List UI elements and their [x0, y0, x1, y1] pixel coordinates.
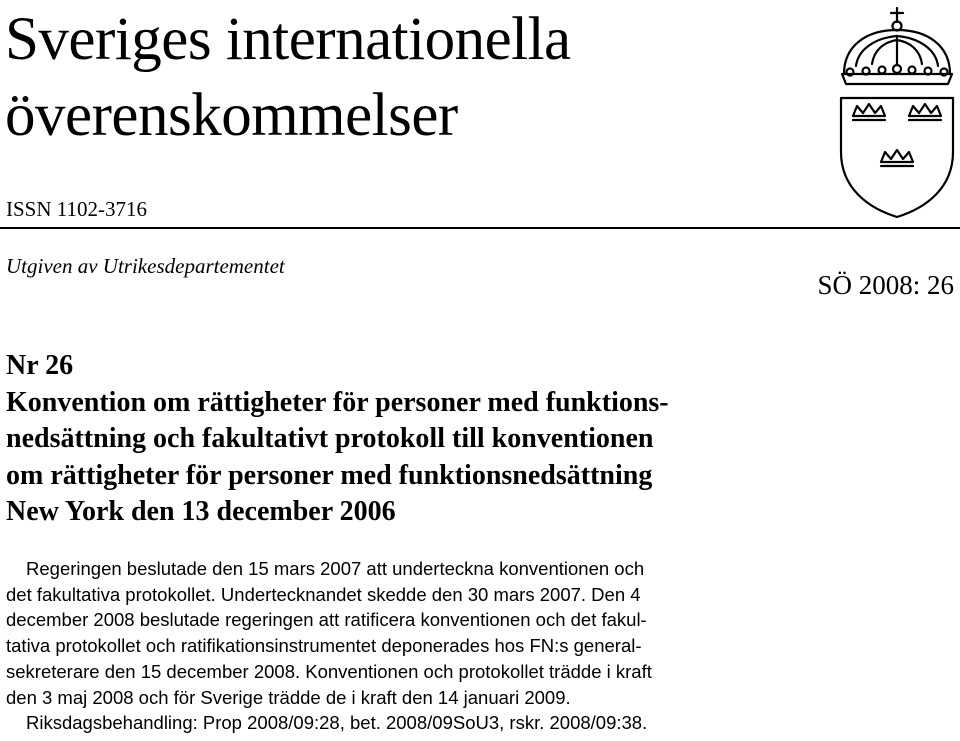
heading-line: nedsättning och fakultativt protokoll till konventionen	[6, 423, 654, 454]
publication-title	[5, 2, 571, 154]
publication-title-line-1: Sveriges internationella	[5, 6, 571, 73]
publisher: Utgiven av Utrikesdepartementet	[6, 254, 285, 278]
swedish-coat-of-arms-icon	[836, 2, 958, 220]
heading-line: Nr 26	[6, 350, 74, 381]
body-line: december 2008 beslutade regeringen att ratificera konventionen och det fakul-	[6, 609, 647, 631]
issn: ISSN 1102-3716	[6, 197, 147, 221]
series-number: SÖ 2008: 26	[817, 270, 954, 300]
heading-line: New York den 13 december 2006	[6, 496, 396, 527]
heading-line: Konvention om rättigheter för personer med funktions-	[6, 386, 669, 418]
body-line: det fakultativa protokollet. Undertecknandet skedde den 30 mars 2007. Den 4	[6, 583, 641, 605]
body-line: Regeringen beslutade den 15 mars 2007 att underteckna konventionen och	[26, 558, 645, 579]
heading-line: om rättigheter för personer med funktionsnedsättning	[6, 459, 653, 491]
header-divider	[0, 227, 960, 229]
body-line: den 3 maj 2008 och för Sverige trädde de i kraft den 14 januari 2009.	[6, 686, 571, 708]
document-body	[6, 556, 960, 736]
publication-title-line-2: överenskommelser	[5, 82, 458, 149]
body-line: tativa protokollet och ratifikationsinstrumentet deponerades hos FN:s general-	[6, 635, 642, 657]
body-line: sekreterare den 15 december 2008. Konventionen och protokollet trädde i kraft	[6, 660, 652, 682]
document-heading	[6, 348, 906, 531]
body-line: Riksdagsbehandling: Prop 2008/09:28, bet. 2008/09SoU3, rskr. 2008/09:38.	[26, 712, 648, 734]
